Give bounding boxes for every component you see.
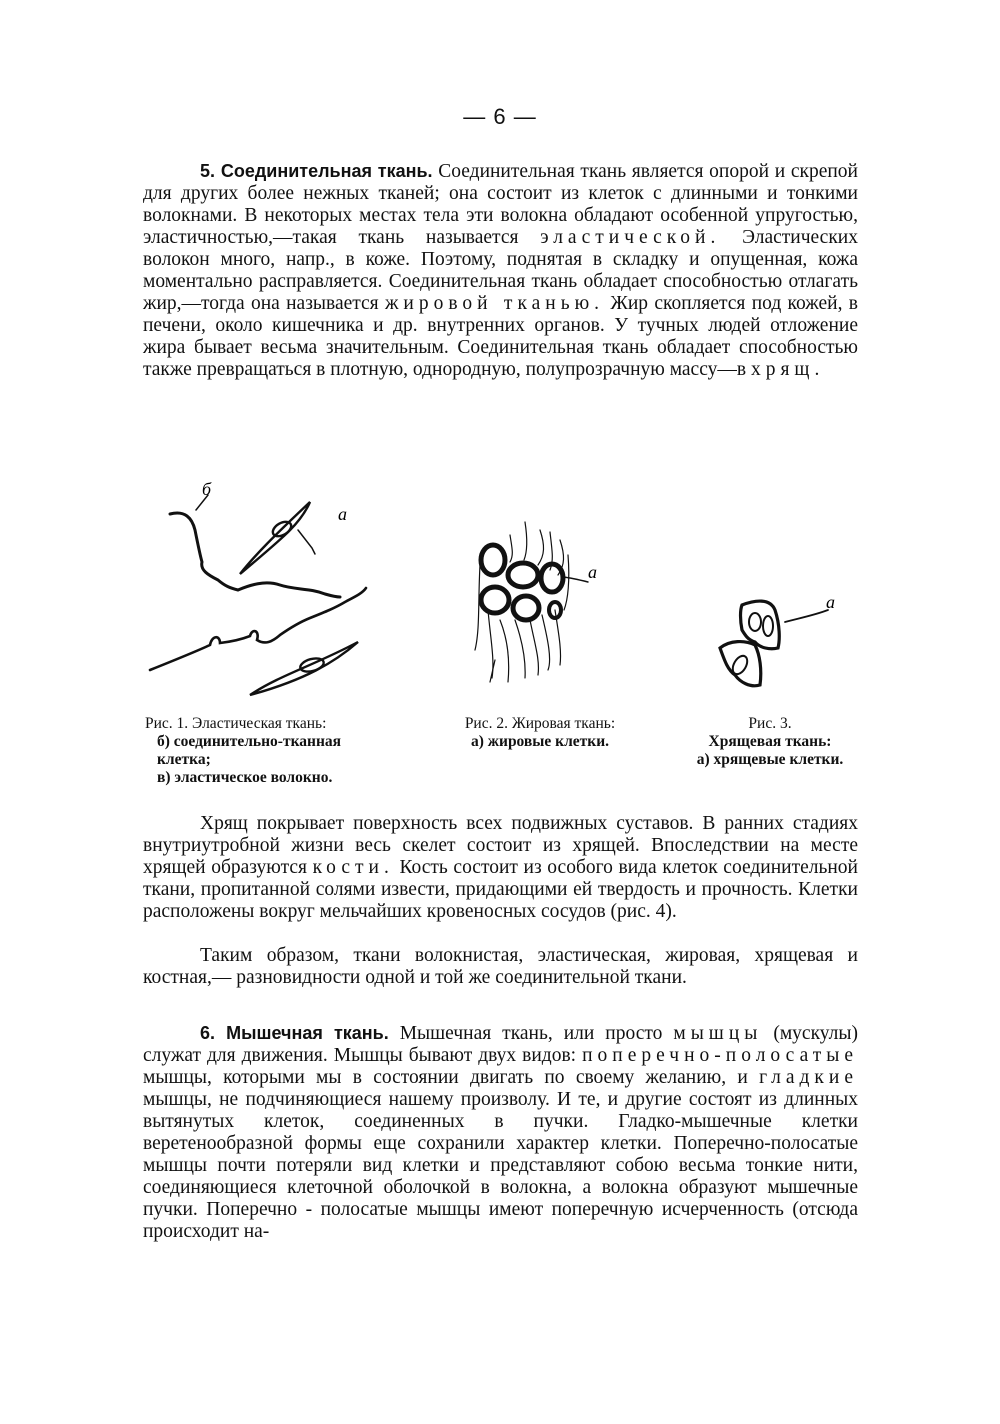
summary-paragraph: Таким образом, ткани волокнистая, эластическая, жировая, хрящевая и костная,— разновидности одной и той же соединительной ткани. (143, 945, 858, 988)
figure-3-title: Хрящевая ткань: (708, 733, 832, 750)
term-elastic: эластической. (540, 227, 721, 248)
term-striated: поперечно-полосатые (582, 1045, 858, 1066)
figure-2-caption (430, 715, 650, 751)
cartilage-text-b: Кость состоит из особого вида клеток соединительной ткани, пропитанной солями извести, придающими ей твердость и прочность. Клетки расположены вокруг мельчайших кровеносных сосудов (рис. 4). (143, 857, 858, 922)
section-6-heading: 6. Мышечная ткань. (200, 1023, 389, 1043)
term-bones: кости. (312, 857, 394, 878)
section-6-text-b: (мускулы) служат для движения. Мышцы бывают двух видов: (143, 1023, 858, 1066)
section-5-heading: 5. Соединительная ткань. (200, 161, 433, 181)
section-5-text-c: Жир скопляется под кожей, в печени, около кишечника и др. внутренних органов. У тучных людей отложение жира бывает весьма значительным. Соединительная ткань обладает способностью также превращаться в плотную, однородную, полупрозрачную массу—в (143, 293, 859, 380)
term-muscles: мышцы (673, 1023, 763, 1044)
figure-1-item-v: в) эластическое волокно. (157, 769, 333, 786)
figure-2-label: Рис. 2. Жировая ткань: (464, 715, 616, 732)
section-5-paragraph (143, 160, 858, 381)
figure-2-mark-a: а (588, 562, 597, 582)
term-fat-tissue: жировой тканью. (384, 293, 605, 314)
section-5-text-b: Эластических волокон много, напр., в коже. Поэтому, поднятая в складку и опущенная, кожа моментально расправляется. Соединительная ткань обладает способностью отлагать жир,—тогда она называется (143, 227, 858, 314)
figure-3-mark-a: а (826, 592, 835, 612)
cartilage-paragraph (143, 813, 858, 923)
figure-1-item-b: б) соединительно-тканная клетка; (157, 733, 342, 768)
figure-3-cartilage-tissue-illustration (700, 570, 870, 710)
figure-1-mark-b: б (202, 479, 212, 499)
figure-3-item-a: а) хрящевые клетки. (696, 751, 844, 768)
figure-1-elastic-tissue-illustration (140, 470, 390, 710)
section-6-text-c: мышцы, которыми мы в состоянии двигать по своему желанию, и (143, 1067, 760, 1088)
figure-1-mark-a: а (338, 504, 347, 524)
figure-3-caption (670, 715, 870, 769)
section-6-text-a: Мышечная ткань, или просто (388, 1023, 674, 1044)
term-cartilage: хрящ. (750, 359, 825, 380)
figure-1-label: Рис. 1. Эластическая ткань: (145, 715, 327, 732)
figure-2-item-a: а) жировые клетки. (470, 733, 610, 750)
figure-1-caption (145, 715, 405, 787)
cartilage-text-a: Хрящ покрывает поверхность всех подвижных суставов. В ранних стадиях внутриутробной жизни весь скелет состоит из хрящей. Впоследствии на месте хрящей образуются (143, 813, 858, 878)
section-5-text-a: Соединительная ткань является опорой и скрепой для других более нежных тканей; она состоит из клеток с длинными и тонкими волокнами. В некоторых местах тела эти волокна обладают особенной упругостью, эластичностью,—такая ткань называется (143, 161, 858, 248)
section-6-text-d: мышцы, не подчиняющиеся нашему произволу. И те, и другие состоят из длинных вытянутых клеток, соединенных в пучки. Гладко-мышечные клетки веретенообразной формы еще сохранили характер клетки. Поперечно-полосатые мышцы почти потеряли вид клетки и представляют собою весьма тонкие нити, соединяющиеся клеточной оболочкой в волокна, а волокна образуют мышечные пучки. Поперечно - полосатые мышцы имеют поперечную исчерченность (отсюда происходит на- (143, 1089, 858, 1242)
term-smooth: гладкие (759, 1067, 858, 1088)
figure-2-fat-tissue-illustration (440, 510, 620, 690)
page-number: — 6 — (463, 104, 537, 129)
figure-3-label: Рис. 3. (748, 715, 792, 732)
section-6-paragraph (143, 1022, 858, 1243)
